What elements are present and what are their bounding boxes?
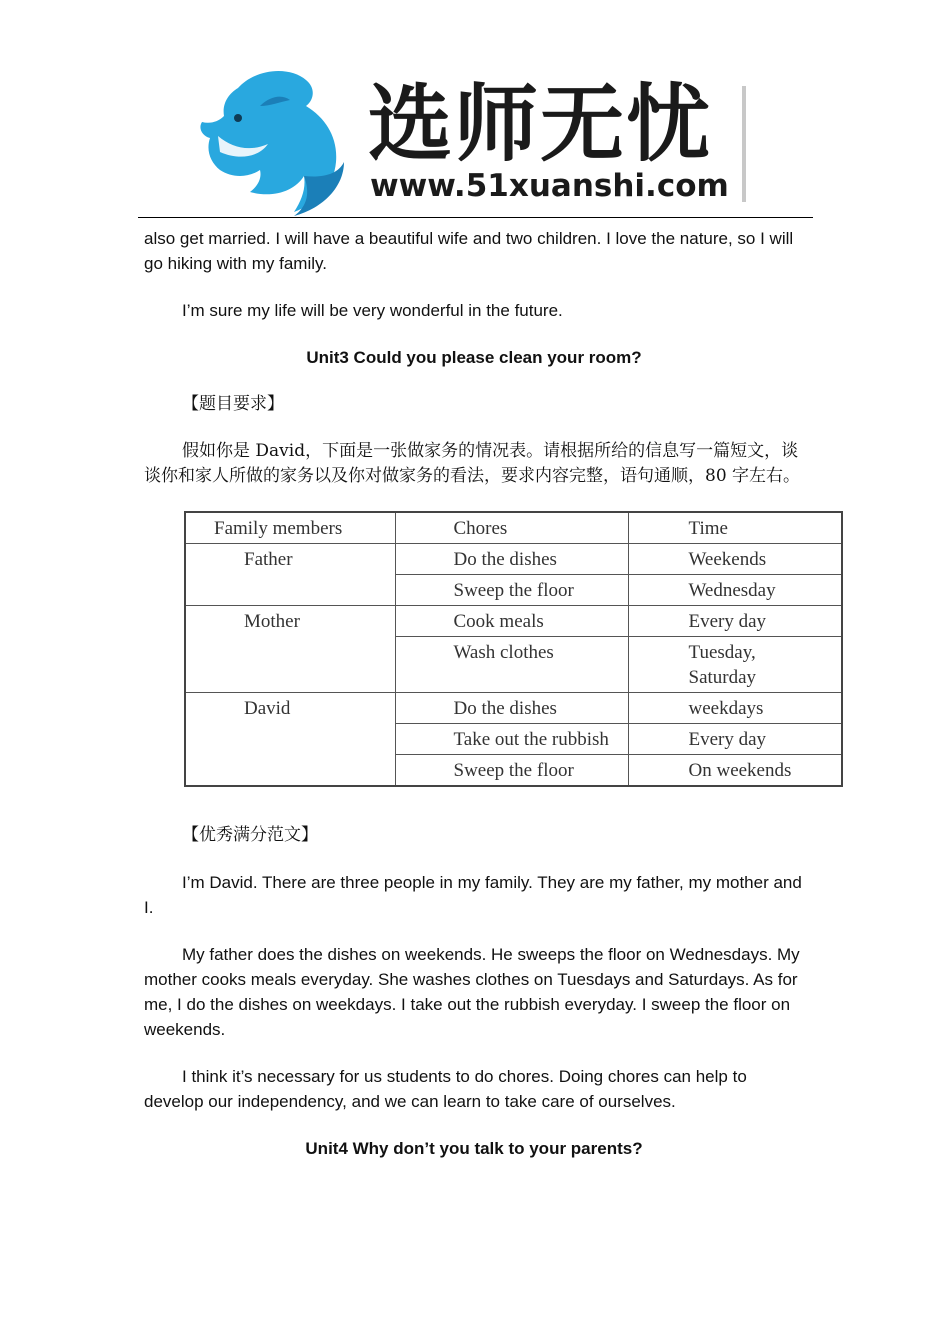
header-family-members: Family members <box>185 512 395 544</box>
time-cell: Every day <box>628 724 842 755</box>
time-cell: On weekends <box>628 755 842 787</box>
requirement-text: 假如你是 David，下面是一张做家务的情况表。请根据所给的信息写一篇短文，谈谈你和家人所做的家务以及你对做家务的看法，要求内容完整，语句通顺，80 字左右。 <box>144 441 801 486</box>
chore-cell: Cook meals <box>395 606 628 637</box>
model-essay-label: 【优秀满分范文】 <box>182 825 318 845</box>
table-row <box>185 544 842 575</box>
model-paragraph-3: I think it’s necessary for us students to do chores. Doing chores can help to develop our independency, and we can learn to take care of ourselves. <box>144 1067 747 1111</box>
time-cell: Every day <box>628 606 842 637</box>
model-paragraph-1: I’m David. There are three people in my family. They are my father, my mother and I. <box>144 873 802 917</box>
unit3-title: Unit3 Could you please clean your room? <box>306 348 642 367</box>
chores-table <box>184 511 843 787</box>
time-line: Tuesday, <box>688 642 756 663</box>
logo-divider <box>742 86 746 202</box>
header-chores: Chores <box>395 512 628 544</box>
page-header <box>0 0 950 220</box>
time-cell: Wednesday <box>628 575 842 606</box>
chore-cell: Wash clothes <box>395 637 628 693</box>
document-body <box>144 226 804 1183</box>
member-father: Father <box>185 544 395 606</box>
chore-cell: Sweep the floor <box>395 575 628 606</box>
brand-name-chinese: 选师无忧 <box>368 75 713 173</box>
table-row <box>185 606 842 637</box>
time-cell: Weekends <box>628 544 842 575</box>
chore-cell: Do the dishes <box>395 693 628 724</box>
chore-cell: Take out the rubbish <box>395 724 628 755</box>
header-rule <box>138 217 813 218</box>
time-cell <box>628 637 842 693</box>
brand-url: www.51xuanshi.com <box>370 168 729 204</box>
paragraph-life-future: I’m sure my life will be very wonderful in the future. <box>182 301 563 320</box>
header-time: Time <box>628 512 842 544</box>
time-cell: weekdays <box>628 693 842 724</box>
chore-cell: Do the dishes <box>395 544 628 575</box>
unit4-title: Unit4 Why don’t you talk to your parents? <box>305 1139 643 1158</box>
member-mother: Mother <box>185 606 395 693</box>
table-header-row <box>185 512 842 544</box>
dolphin-logo-icon <box>198 66 348 218</box>
model-paragraph-2: My father does the dishes on weekends. He sweeps the floor on Wednesdays. My mother cooks meals everyday. She washes clothes on Tuesdays and Saturdays. As for me, I do the dishes on weekdays. I take out the rubbish everyday. I sweep the floor on weekends. <box>144 945 800 1039</box>
member-david: David <box>185 693 395 787</box>
requirement-label: 【题目要求】 <box>182 394 284 414</box>
time-line: Saturday <box>688 667 757 688</box>
table-row <box>185 693 842 724</box>
chore-cell: Sweep the floor <box>395 755 628 787</box>
paragraph-life-intro: also get married. I will have a beautiful wife and two children. I love the nature, so I will go hiking with my family. <box>144 229 794 273</box>
